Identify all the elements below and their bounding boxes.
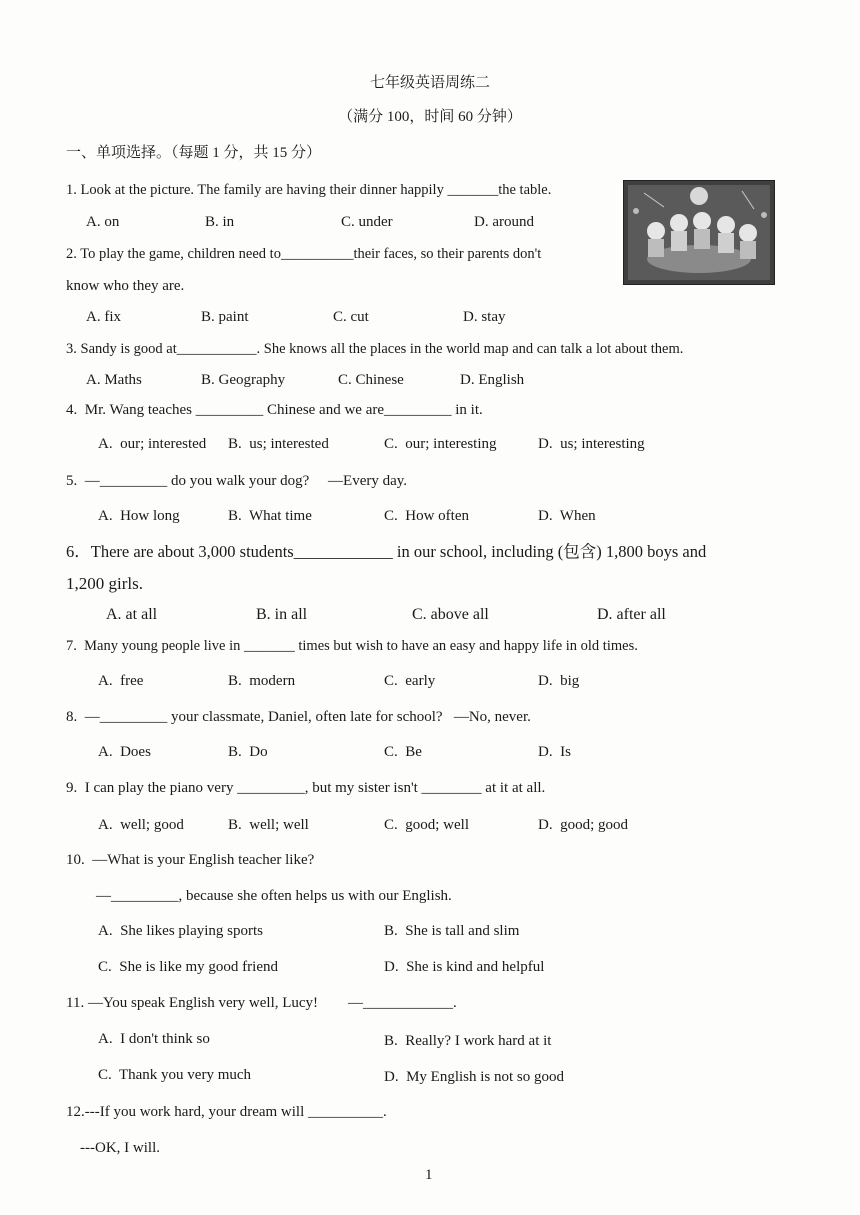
question-5-stem: 5. —_________ do you walk your dog? —Every day. [66, 473, 408, 489]
question-3-option-c: C. Chinese [338, 372, 404, 388]
question-11-option-c: C. Thank you very much [98, 1067, 252, 1083]
family-dinner-picture [623, 180, 775, 285]
question-8-option-c: C. Be [384, 744, 422, 760]
question-5-option-d: D. When [538, 508, 596, 524]
question-9-stem: 9. I can play the piano very _________, but my sister isn't ________ at it at all. [66, 780, 546, 796]
question-2-option-c: C. cut [333, 309, 369, 325]
question-1-option-a: A. on [86, 214, 120, 230]
question-7-option-a: A. free [98, 673, 144, 689]
question-11-option-b: B. Really? I work hard at it [384, 1033, 552, 1049]
page-number: 1 [425, 1167, 433, 1183]
question-5-option-c: C. How often [384, 508, 469, 524]
question-2-option-d: D. stay [463, 309, 506, 325]
question-2-stem: 2. To play the game, children need to__________their faces, so their parents don't [66, 246, 542, 262]
question-9-option-d: D. good; good [538, 817, 628, 833]
question-5-option-b: B. What time [228, 508, 312, 524]
question-8-stem: 8. —_________ your classmate, Daniel, often late for school? —No, never. [66, 709, 531, 725]
question-9-option-b: B. well; well [228, 817, 309, 833]
question-4-stem: 4. Mr. Wang teaches _________ Chinese and we are_________ in it. [66, 402, 483, 418]
question-6-option-a: A. at all [106, 606, 158, 623]
question-11-option-a: A. I don't think so [98, 1031, 210, 1047]
question-6-stem: 6．There are about 3,000 students____________ in our school, including (包含) 1,800 boys and [66, 542, 707, 561]
question-9-option-c: C. good; well [384, 817, 469, 833]
question-7-option-d: D. big [538, 673, 580, 689]
question-10-option-a: A. She likes playing sports [98, 923, 263, 939]
question-10-option-d: D. She is kind and helpful [384, 959, 545, 975]
worksheet-title: 七年级英语周练二 [369, 75, 490, 91]
question-8-option-a: A. Does [98, 744, 151, 760]
question-7-stem: 7. Many young people live in _______ times but wish to have an easy and happy life in old times. [66, 638, 638, 654]
question-2-stem-continued: know who they are. [66, 278, 185, 294]
question-11-stem: 11. —You speak English very well, Lucy! —____________. [66, 995, 457, 1011]
question-6-option-b: B. in all [256, 606, 308, 623]
question-4-option-c: C. our; interesting [384, 436, 497, 452]
question-1-option-d: D. around [474, 214, 534, 230]
question-9-option-a: A. well; good [98, 817, 184, 833]
question-3-option-a: A. Maths [86, 372, 142, 388]
question-10-stem: 10. —What is your English teacher like? [66, 852, 315, 868]
question-6-option-d: D. after all [597, 606, 666, 623]
question-12-stem: 12.---If you work hard, your dream will __________. [66, 1104, 387, 1120]
question-3-stem: 3. Sandy is good at___________. She knows all the places in the world map and can talk a lot about them. [66, 341, 684, 357]
worksheet-subtitle: （满分 100，时间 60 分钟） [338, 109, 522, 125]
question-8-option-d: D. Is [538, 744, 571, 760]
question-3-option-b: B. Geography [201, 372, 286, 388]
question-3-option-d: D. English [460, 372, 525, 388]
question-7-option-c: C. early [384, 673, 436, 689]
question-2-option-b: B. paint [201, 309, 249, 325]
question-6-option-c: C. above all [412, 606, 489, 623]
question-5-option-a: A. How long [98, 508, 180, 524]
question-10-option-c: C. She is like my good friend [98, 959, 278, 975]
question-4-option-d: D. us; interesting [538, 436, 645, 452]
family-dinner-illustration [624, 181, 774, 284]
question-1-option-b: B. in [205, 214, 235, 230]
question-2-option-a: A. fix [86, 309, 121, 325]
section-heading: 一、单项选择。（每题 1 分，共 15 分） [66, 145, 322, 161]
question-8-option-b: B. Do [228, 744, 268, 760]
question-10-option-b: B. She is tall and slim [384, 923, 520, 939]
question-4-option-a: A. our; interested [98, 436, 207, 452]
question-11-option-d: D. My English is not so good [384, 1069, 565, 1085]
question-1-stem: 1. Look at the picture. The family are having their dinner happily _______the table. [66, 182, 552, 198]
question-4-option-b: B. us; interested [228, 436, 329, 452]
question-7-option-b: B. modern [228, 673, 296, 689]
question-10-answer-line: —_________, because she often helps us with our English. [96, 888, 452, 904]
question-1-option-c: C. under [341, 214, 393, 230]
question-6-stem-continued: 1,200 girls. [66, 574, 143, 593]
question-12-answer-line: ---OK, I will. [80, 1140, 160, 1156]
